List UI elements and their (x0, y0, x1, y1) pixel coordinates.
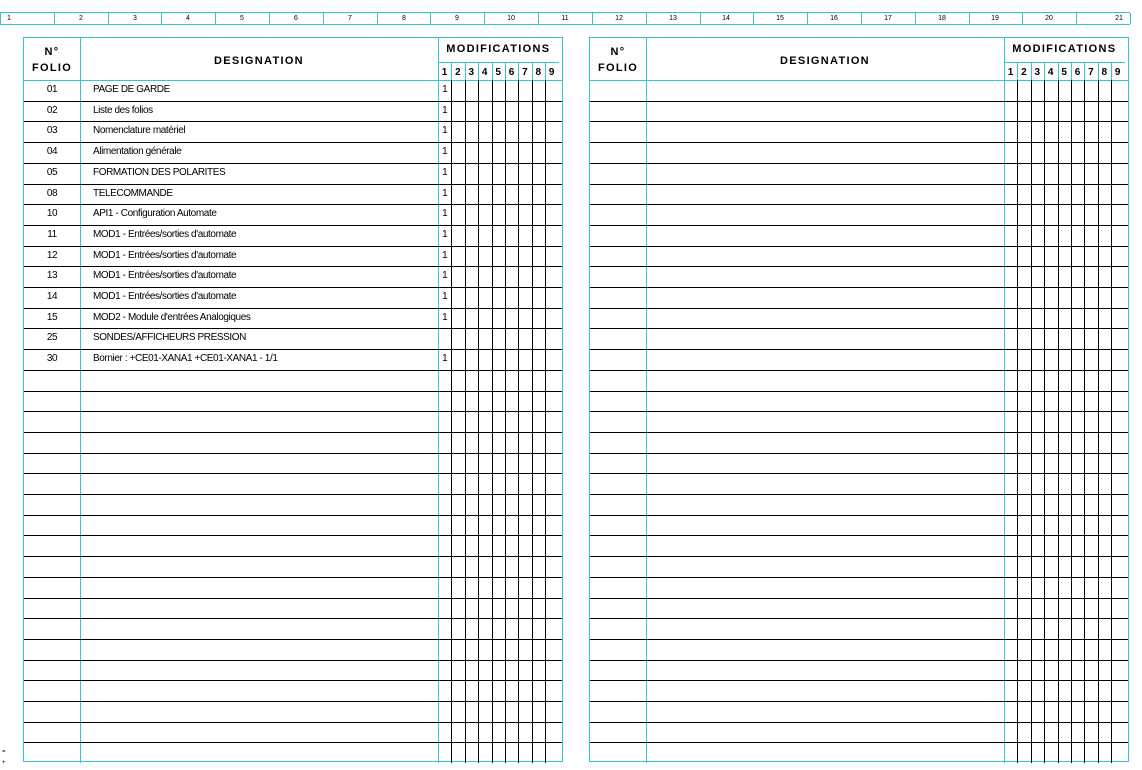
ruler-number: 5 (240, 15, 244, 22)
designation-text: MOD1 - Entrées/sorties d'automate (93, 270, 237, 281)
designation-text: Nomenclature matériel (93, 125, 186, 136)
row-divider (590, 639, 1128, 640)
ruler-tick (269, 13, 270, 24)
ruler-tick (108, 13, 109, 24)
mod-header-column-line (1031, 63, 1032, 80)
row-divider (590, 370, 1128, 371)
designation-text: MOD2 - Module d'entrées Analogiques (93, 312, 251, 323)
ruler-number: 11 (561, 15, 569, 22)
folio-number: 30 (46, 353, 58, 364)
row-divider (590, 142, 1128, 143)
ruler-tick (377, 13, 378, 24)
ruler-number: 8 (402, 15, 406, 22)
ruler-tick (969, 13, 970, 24)
mod-header-column-line (1058, 63, 1059, 80)
row-divider (590, 163, 1128, 164)
modification-index: 9 (548, 67, 555, 78)
modification-index: 3 (468, 67, 475, 78)
mod-header-column-line (505, 63, 506, 80)
ruler-number: 10 (507, 15, 515, 22)
mod-header-column-line (465, 63, 466, 80)
ruler-tick (215, 13, 216, 24)
modification-index: 1 (441, 67, 448, 78)
folio-number: 11 (47, 229, 57, 240)
modification-mark: 1 (442, 105, 448, 116)
row-divider (24, 742, 562, 743)
modification-index: 5 (495, 67, 501, 78)
ruler-number: 4 (186, 15, 190, 22)
row-divider (590, 391, 1128, 392)
modification-mark: 1 (442, 229, 448, 240)
row-divider (24, 453, 562, 454)
ruler-tick (646, 13, 647, 24)
designation-text: FORMATION DES POLARITES (93, 167, 226, 178)
ruler-number: 16 (830, 15, 838, 22)
modification-index: 7 (522, 67, 528, 78)
row-divider (24, 473, 562, 474)
modification-index: 8 (1101, 67, 1108, 78)
mod-header-column-line (478, 63, 479, 80)
modification-mark: 1 (442, 270, 448, 281)
folio-table-left (23, 37, 563, 762)
modification-mark: 1 (442, 312, 448, 323)
mod-header-column-line (518, 63, 519, 80)
row-divider (590, 535, 1128, 536)
folio-number: 12 (46, 250, 58, 261)
row-divider (590, 453, 1128, 454)
ruler-number: 19 (991, 15, 999, 22)
designation-text: API1 - Configuration Automate (93, 208, 217, 219)
modifications-header: MODIFICATIONS (1012, 43, 1117, 55)
mod-header-column-line (1111, 63, 1112, 80)
ruler-tick (1130, 13, 1131, 24)
row-divider (590, 742, 1128, 743)
row-divider (590, 432, 1128, 433)
mod-header-column-line (451, 63, 452, 80)
ruler-tick (323, 13, 324, 24)
designation-column-line (1004, 38, 1005, 763)
ruler-number: 9 (455, 15, 459, 22)
designation-text: MOD1 - Entrées/sorties d'automate (93, 291, 237, 302)
row-divider (590, 101, 1128, 102)
row-divider (590, 577, 1128, 578)
folio-number: 08 (46, 188, 58, 199)
row-divider (24, 370, 562, 371)
mod-header-column-line (1098, 63, 1099, 80)
folio-number: 05 (46, 167, 58, 178)
folio-number: 14 (46, 291, 58, 302)
folio-header-number: N° (610, 46, 626, 58)
folio-number: 04 (46, 146, 58, 157)
row-divider (24, 391, 562, 392)
row-divider (590, 680, 1128, 681)
modification-index: 7 (1088, 67, 1094, 78)
modification-mark: 1 (442, 291, 448, 302)
header-divider (590, 80, 1128, 81)
row-divider (590, 266, 1128, 267)
row-divider (24, 577, 562, 578)
modification-index: 2 (455, 67, 461, 78)
ruler-tick (861, 13, 862, 24)
designation-text: SONDES/AFFICHEURS PRESSION (93, 332, 246, 343)
modification-mark: 1 (442, 167, 448, 178)
row-divider (590, 349, 1128, 350)
ruler-tick (807, 13, 808, 24)
row-divider (590, 204, 1128, 205)
row-divider (24, 660, 562, 661)
folio-number: 25 (46, 332, 58, 343)
designation-text: PAGE DE GARDE (93, 84, 170, 95)
row-divider (590, 308, 1128, 309)
modification-mark: 1 (442, 208, 448, 219)
mod-header-column-line (492, 63, 493, 80)
ruler-number: 6 (294, 15, 298, 22)
row-divider (24, 722, 562, 723)
folio-header-number: N° (44, 46, 60, 58)
ruler-number: 15 (776, 15, 784, 22)
modification-mark: 1 (442, 353, 448, 364)
ruler-tick (54, 13, 55, 24)
row-divider (590, 287, 1128, 288)
folio-number: 13 (46, 270, 58, 281)
row-divider (590, 225, 1128, 226)
row-divider (24, 556, 562, 557)
designation-text: MOD1 - Entrées/sorties d'automate (93, 229, 237, 240)
modification-index: 4 (481, 67, 488, 78)
footer-equals: = (2, 749, 6, 755)
row-divider (590, 473, 1128, 474)
designation-header: DESIGNATION (214, 55, 304, 67)
ruler-number: 20 (1045, 15, 1053, 22)
ruler-tick (161, 13, 162, 24)
mod-header-column-line (532, 63, 533, 80)
row-divider (590, 701, 1128, 702)
row-divider (24, 618, 562, 619)
modification-index: 6 (1074, 67, 1081, 78)
mod-header-divider (438, 62, 559, 63)
ruler-tick (430, 13, 431, 24)
modifications-header: MODIFICATIONS (446, 43, 551, 55)
ruler-number: 13 (669, 15, 677, 22)
folio-header-label: FOLIO (31, 62, 73, 74)
folio-number: 15 (46, 312, 58, 323)
modification-index: 8 (535, 67, 542, 78)
modification-index: 5 (1061, 67, 1067, 78)
row-divider (590, 494, 1128, 495)
modification-index: 3 (1034, 67, 1041, 78)
mod-header-column-line (1044, 63, 1045, 80)
modification-index: 1 (1007, 67, 1014, 78)
ruler-number: 17 (884, 15, 892, 22)
row-divider (590, 660, 1128, 661)
ruler-number: 12 (615, 15, 623, 22)
mod-header-column-line (545, 63, 546, 80)
modification-mark: 1 (442, 250, 448, 261)
folio-column-line (80, 38, 81, 763)
ruler-number: 7 (348, 15, 352, 22)
ruler-tick (538, 13, 539, 24)
modification-mark: 1 (442, 84, 448, 95)
folio-header-label: FOLIO (597, 62, 639, 74)
modification-index: 2 (1021, 67, 1027, 78)
modification-index: 4 (1047, 67, 1054, 78)
modification-mark: 1 (442, 188, 448, 199)
row-divider (590, 411, 1128, 412)
mod-header-column-line (1084, 63, 1085, 80)
row-divider (24, 535, 562, 536)
row-divider (24, 598, 562, 599)
modification-index: 6 (508, 67, 515, 78)
ruler-tick (1022, 13, 1023, 24)
row-divider (24, 639, 562, 640)
row-divider (24, 680, 562, 681)
modification-index: 9 (1114, 67, 1121, 78)
ruler-number: 21 (1115, 15, 1123, 22)
row-divider (590, 121, 1128, 122)
ruler-tick (753, 13, 754, 24)
ruler-tick (1076, 13, 1077, 24)
row-divider (24, 701, 562, 702)
folio-column-line (646, 38, 647, 763)
mod-header-column-line (1017, 63, 1018, 80)
row-divider (24, 432, 562, 433)
ruler-number: 1 (7, 15, 11, 22)
footer-plus: + (2, 760, 6, 766)
top-ruler (0, 12, 1130, 25)
folio-number: 02 (46, 105, 58, 116)
mod-header-divider (1004, 62, 1125, 63)
folio-table-right (589, 37, 1129, 762)
row-divider (24, 411, 562, 412)
row-divider (590, 598, 1128, 599)
ruler-tick (915, 13, 916, 24)
row-divider (590, 556, 1128, 557)
row-divider (590, 328, 1128, 329)
ruler-number: 2 (79, 15, 83, 22)
folio-number: 10 (46, 208, 58, 219)
ruler-number: 18 (938, 15, 946, 22)
designation-text: Alimentation générale (93, 146, 182, 157)
modification-mark: 1 (442, 146, 448, 157)
ruler-tick (484, 13, 485, 24)
ruler-number: 14 (722, 15, 730, 22)
modification-mark: 1 (442, 125, 448, 136)
folio-number: 03 (46, 125, 58, 136)
row-divider (24, 494, 562, 495)
mod-header-column-line (1071, 63, 1072, 80)
row-divider (590, 722, 1128, 723)
row-divider (590, 184, 1128, 185)
ruler-tick (700, 13, 701, 24)
folio-number: 01 (46, 84, 58, 95)
designation-text: Liste des folios (93, 105, 153, 116)
designation-text: TELECOMMANDE (93, 188, 173, 199)
ruler-tick (592, 13, 593, 24)
designation-header: DESIGNATION (780, 55, 870, 67)
row-divider (590, 515, 1128, 516)
designation-text: Bornier : +CE01-XANA1 +CE01-XANA1 - 1/1 (93, 353, 278, 364)
designation-text: MOD1 - Entrées/sorties d'automate (93, 250, 237, 261)
ruler-number: 3 (133, 15, 137, 22)
row-divider (24, 515, 562, 516)
row-divider (590, 618, 1128, 619)
row-divider (590, 246, 1128, 247)
